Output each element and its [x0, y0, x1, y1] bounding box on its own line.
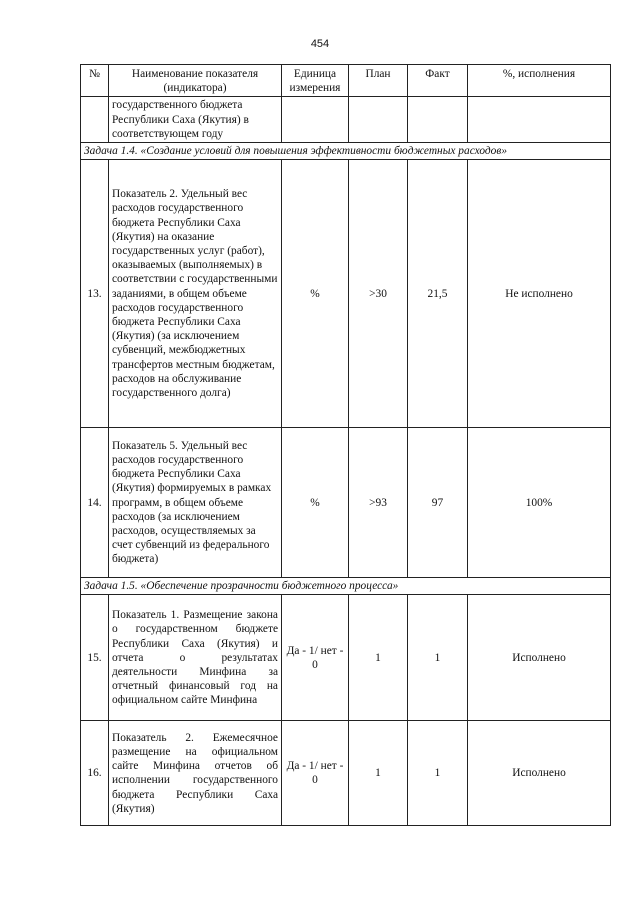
table-header-row — [81, 65, 611, 97]
cell-unit: % — [282, 160, 349, 428]
cell-fact: 97 — [408, 428, 468, 578]
header-fact: Факт — [408, 65, 468, 97]
cell-unit: Да - 1/ нет - 0 — [282, 595, 349, 721]
cell-unit — [282, 97, 349, 143]
indicators-table — [80, 64, 611, 826]
table-row — [81, 160, 611, 428]
table-row — [81, 428, 611, 578]
cell-num: 16. — [81, 721, 109, 826]
cell-pct: 100% — [468, 428, 611, 578]
cell-pct: Исполнено — [468, 721, 611, 826]
cell-num — [81, 97, 109, 143]
cell-unit: % — [282, 428, 349, 578]
cell-name: государственного бюджета Республики Саха (Якутия) в соответствующем году — [109, 97, 282, 143]
cell-fact: 21,5 — [408, 160, 468, 428]
cell-pct — [468, 97, 611, 143]
table-row — [81, 595, 611, 721]
cell-num: 13. — [81, 160, 109, 428]
cell-num: 15. — [81, 595, 109, 721]
page-number: 454 — [310, 38, 330, 50]
table-row — [81, 721, 611, 826]
header-pct: %, исполнения — [468, 65, 611, 97]
cell-plan: >93 — [349, 428, 408, 578]
cell-num: 14. — [81, 428, 109, 578]
header-unit: Единица измерения — [282, 65, 349, 97]
cell-fact: 1 — [408, 595, 468, 721]
header-plan: План — [349, 65, 408, 97]
cell-plan — [349, 97, 408, 143]
cell-fact: 1 — [408, 721, 468, 826]
cell-name: Показатель 5. Удельный вес расходов государственного бюджета Республики Саха (Якутия) формируемых в рамках программ, в общем объеме расходов (за исключением расходов, осуществляемых за счет субвенций из федерального бюджета) — [109, 428, 282, 578]
task-row — [81, 578, 611, 595]
table-row — [81, 97, 611, 143]
task-1-4-title: Задача 1.4. «Создание условий для повышения эффективности бюджетных расходов» — [81, 143, 611, 160]
cell-unit: Да - 1/ нет - 0 — [282, 721, 349, 826]
cell-name: Показатель 1. Размещение закона о государственном бюджете Республики Саха (Якутия) и отчета о результатах деятельности Минфина за отчетный финансовый год на официальном сайте Минфина — [109, 595, 282, 721]
cell-name: Показатель 2. Удельный вес расходов государственного бюджета Республики Саха (Якутия) на оказание государственных услуг (работ), оказываемых (выполняемых) в соответствии с государственными заданиями, в общем объеме расходов государственного бюджета Республики Саха (Якутия) (за исключением субвенций, межбюджетных трансфертов местным бюджетам, расходов на обслуживание государственного долга) — [109, 160, 282, 428]
task-1-5-title: Задача 1.5. «Обеспечение прозрачности бюджетного процесса» — [81, 578, 611, 595]
header-num: № — [81, 65, 109, 97]
cell-plan: >30 — [349, 160, 408, 428]
header-name: Наименование показателя (индикатора) — [109, 65, 282, 97]
cell-fact — [408, 97, 468, 143]
cell-pct: Исполнено — [468, 595, 611, 721]
cell-name: Показатель 2. Ежемесячное размещение на официальном сайте Минфина отчетов об исполнении государственного бюджета Республики Саха (Якутия) — [109, 721, 282, 826]
cell-plan: 1 — [349, 721, 408, 826]
cell-pct: Не исполнено — [468, 160, 611, 428]
task-row — [81, 143, 611, 160]
cell-plan: 1 — [349, 595, 408, 721]
